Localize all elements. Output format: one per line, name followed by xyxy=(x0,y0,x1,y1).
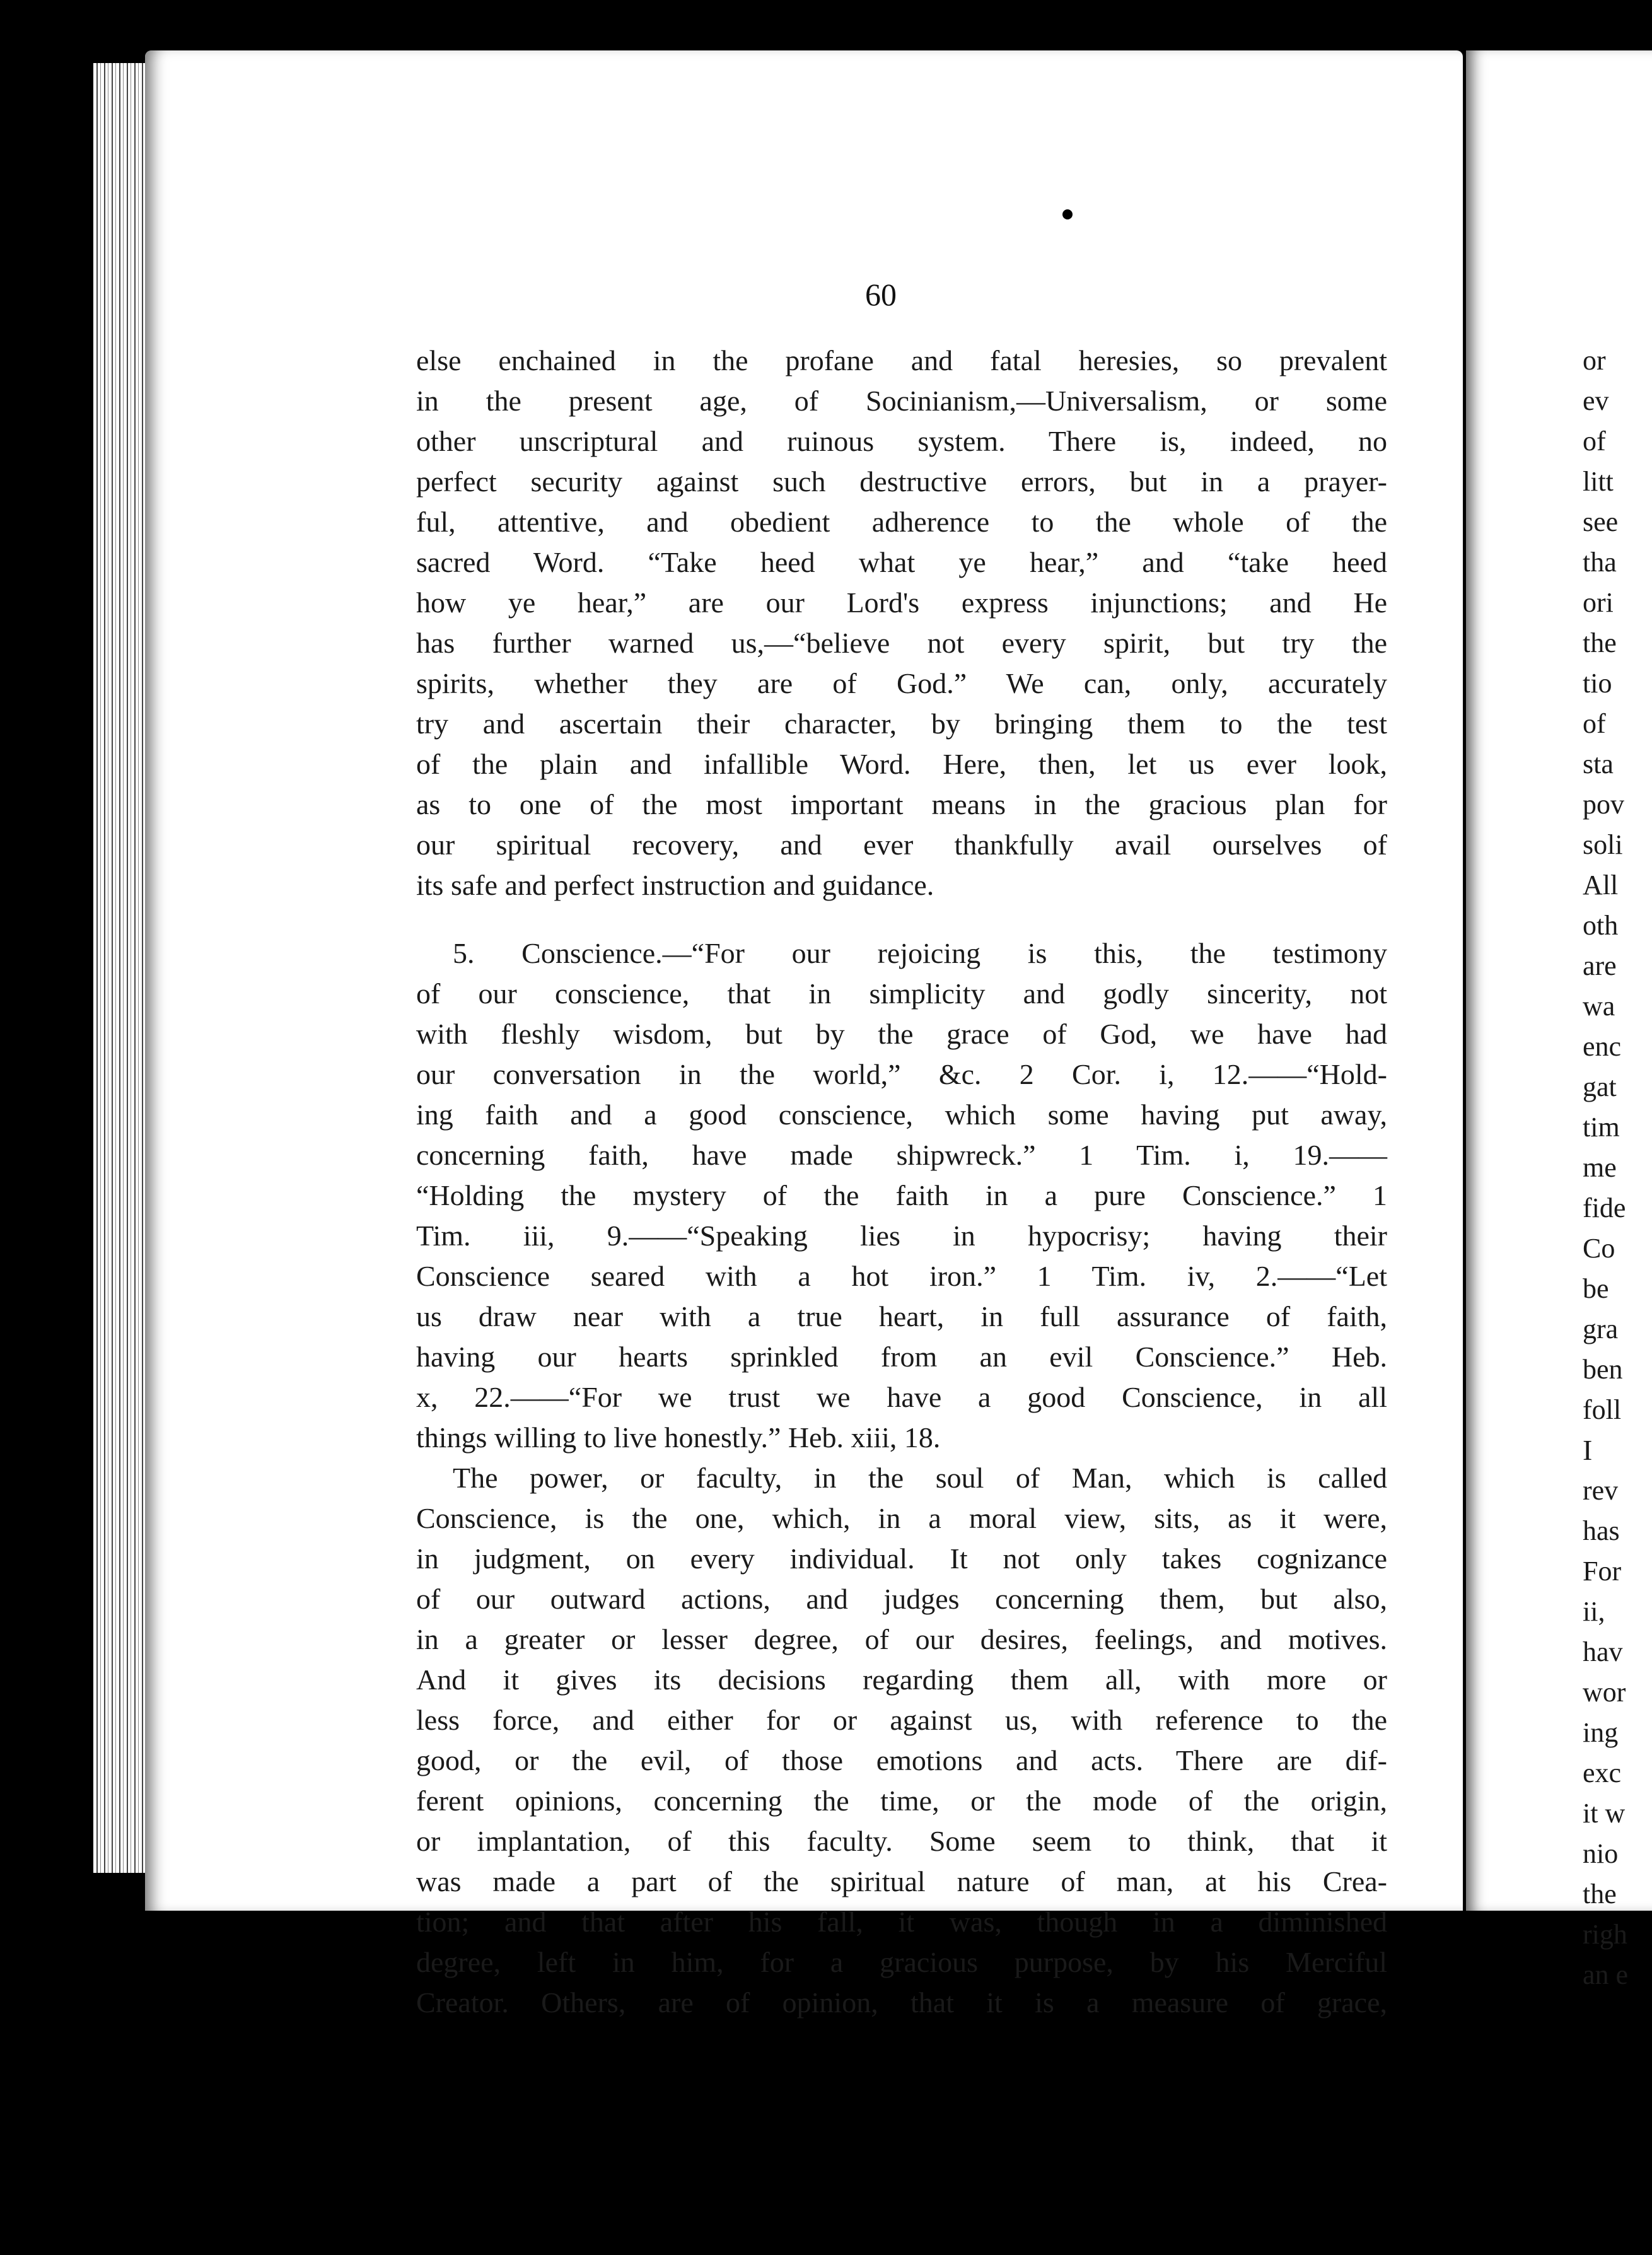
body-text xyxy=(416,341,1387,2023)
fragment: litt xyxy=(1583,466,1614,497)
text-line: as to one of the most important means in the gracious plan for xyxy=(416,788,1387,820)
fragment: ing xyxy=(1583,1717,1619,1748)
text-line: x, 22.——“For we trust we have a good Conscience, in all xyxy=(416,1381,1387,1413)
text-line: Creator. Others, are of opinion, that it is a measure of grace, xyxy=(416,1986,1387,2019)
fragment: wa xyxy=(1583,991,1615,1022)
adjacent-page-text xyxy=(1583,341,1628,1995)
text-line: in judgment, on every individual. It not only takes cognizance xyxy=(416,1542,1387,1575)
fragment: an e xyxy=(1583,1959,1629,1990)
fragment: the xyxy=(1583,627,1617,658)
fragment: tim xyxy=(1583,1112,1620,1143)
text-line: spirits, whether they are of God.” We can, only, accurately xyxy=(416,667,1387,699)
fragment: pov xyxy=(1583,789,1624,820)
text-line: of our outward actions, and judges concerning them, but also, xyxy=(416,1583,1387,1615)
text-line: good, or the evil, of those emotions and acts. There are dif- xyxy=(416,1744,1387,1776)
text-line: “Holding the mystery of the faith in a pure Conscience.” 1 xyxy=(416,1179,1387,1211)
fragment: gra xyxy=(1583,1314,1619,1344)
text-line: ful, attentive, and obedient adherence to the whole of the xyxy=(416,506,1387,538)
fragment: has xyxy=(1583,1515,1620,1546)
text-line: Tim. iii, 9.——“Speaking lies in hypocrisy; having their xyxy=(416,1220,1387,1252)
text-line: other unscriptural and ruinous system. There is, indeed, no xyxy=(416,425,1387,457)
fragment: it w xyxy=(1583,1798,1626,1829)
fragment: sta xyxy=(1583,749,1614,779)
text-line: Conscience seared with a hot iron.” 1 Tim. iv, 2.——“Let xyxy=(416,1260,1387,1292)
text-line: try and ascertain their character, by bringing them to the test xyxy=(416,708,1387,740)
text-line: having our hearts sprinkled from an evil Conscience.” Heb. xyxy=(416,1341,1387,1373)
page-number: 60 xyxy=(865,277,897,312)
fragment: Co xyxy=(1583,1233,1615,1264)
text-line: was made a part of the spiritual nature of man, at his Crea- xyxy=(416,1865,1387,1897)
fragment: hav xyxy=(1583,1636,1623,1667)
text-line: ferent opinions, concerning the time, or the mode of the origin, xyxy=(416,1785,1387,1817)
text-line: sacred Word. “Take heed what ye hear,” and “take heed xyxy=(416,546,1387,578)
fragment: oth xyxy=(1583,910,1619,941)
fragment: ori xyxy=(1583,587,1614,618)
text-line: less force, and either for or against us, with reference to the xyxy=(416,1704,1387,1736)
text-line: tion; and that after his fall, it was, though in a diminished xyxy=(416,1906,1387,1938)
text-line: And it gives its decisions regarding them all, with more or xyxy=(416,1664,1387,1696)
text-line: us draw near with a true heart, in full assurance of faith, xyxy=(416,1300,1387,1332)
text-line: our conversation in the world,” &c. 2 Cor. i, 12.——“Hold- xyxy=(416,1058,1387,1090)
fragment: ev xyxy=(1583,385,1609,416)
fragment: nio xyxy=(1583,1838,1619,1869)
fragment: righ xyxy=(1583,1919,1627,1950)
text-line: The power, or faculty, in the soul of Man, which is called xyxy=(453,1462,1387,1494)
fragment: of xyxy=(1583,426,1606,457)
text-line: how ye hear,” are our Lord's express injunctions; and He xyxy=(416,586,1387,619)
fragment: soli xyxy=(1583,829,1623,860)
fragment: tio xyxy=(1583,668,1612,699)
fragment: me xyxy=(1583,1152,1617,1183)
text-line: with fleshly wisdom, but by the grace of God, we have had xyxy=(416,1018,1387,1050)
ink-spot xyxy=(1062,209,1073,219)
text-line: of our conscience, that in simplicity and godly sincerity, not xyxy=(416,977,1387,1010)
section-heading-line: 5. Conscience.—“For our rejoicing is this, the testimony xyxy=(453,937,1387,969)
text-line: perfect security against such destructive errors, but in a prayer- xyxy=(416,465,1387,498)
fragment: or xyxy=(1583,345,1606,376)
fragment: enc xyxy=(1583,1031,1622,1062)
fragment: rev xyxy=(1583,1475,1619,1506)
fragment: ben xyxy=(1583,1354,1623,1385)
fragment: All xyxy=(1583,870,1619,900)
text-line: things willing to live honestly.” Heb. xiii, 18. xyxy=(416,1421,941,1454)
text-line: in a greater or lesser degree, of our desires, feelings, and motives. xyxy=(416,1623,1387,1655)
fragment: of xyxy=(1583,708,1606,739)
text-line: concerning faith, have made shipwreck.” 1 Tim. i, 19.—— xyxy=(416,1139,1387,1171)
fragment: gat xyxy=(1583,1071,1617,1102)
fragment: fide xyxy=(1583,1192,1626,1223)
fragment: ii, xyxy=(1583,1596,1605,1627)
text-line: our spiritual recovery, and ever thankfully avail ourselves of xyxy=(416,829,1387,861)
fragment: be xyxy=(1583,1273,1609,1304)
text-line: of the plain and infallible Word. Here, then, let us ever look, xyxy=(416,748,1387,780)
fragment: are xyxy=(1583,950,1617,981)
fragment: wor xyxy=(1583,1677,1626,1708)
fragment: For xyxy=(1583,1556,1622,1587)
text-line: has further warned us,—“believe not every spirit, but try the xyxy=(416,627,1387,659)
text-line: else enchained in the profane and fatal heresies, so prevalent xyxy=(416,344,1387,376)
fragment: I xyxy=(1583,1434,1593,1466)
text-line: or implantation, of this faculty. Some seem to think, that it xyxy=(416,1825,1387,1857)
fragment: the xyxy=(1583,1879,1617,1909)
text-line: degree, left in him, for a gracious purpose, by his Merciful xyxy=(416,1946,1387,1978)
text-line: Conscience, is the one, which, in a moral view, sits, as it were, xyxy=(416,1502,1387,1534)
fragment: tha xyxy=(1583,547,1617,578)
text-line: in the present age, of Socinianism,—Universalism, or some xyxy=(416,385,1387,417)
text-line: ing faith and a good conscience, which some having put away, xyxy=(416,1098,1387,1131)
fragment: foll xyxy=(1583,1394,1622,1425)
fragment: see xyxy=(1583,506,1619,537)
fragment: exc xyxy=(1583,1757,1622,1788)
text-line: its safe and perfect instruction and guidance. xyxy=(416,869,934,901)
